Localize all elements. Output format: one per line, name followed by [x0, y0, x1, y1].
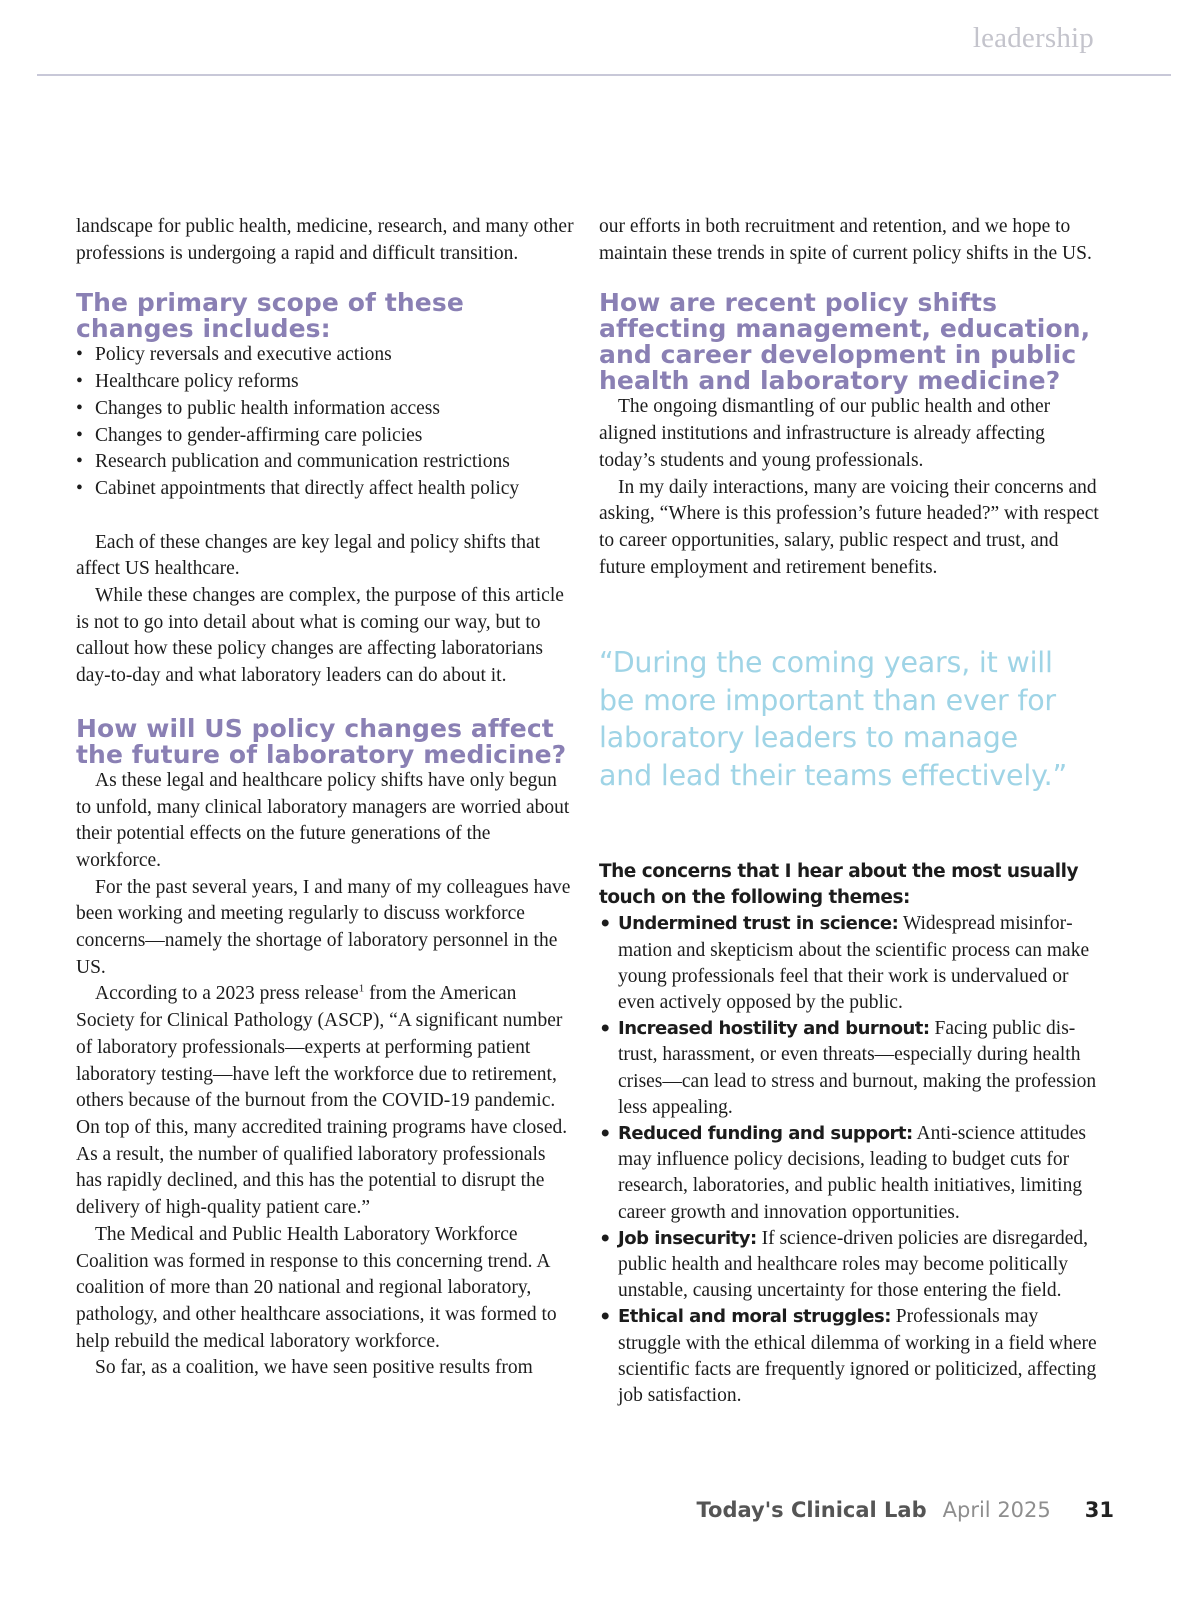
paragraph-dismantling: The ongoing dismantling of our public health and other aligned institutions and infrastructure is already affecting today’s students and young professionals.: [599, 396, 1051, 471]
bullet-icon: •: [76, 424, 83, 446]
bullet-icon: •: [76, 477, 83, 499]
list-item: [599, 1121, 1099, 1226]
scope-list: [76, 342, 574, 502]
list-item: • Policy reversals and executive actions: [76, 342, 574, 369]
theme-term: Ethical and moral struggles:: [618, 1306, 891, 1328]
list-item: • Changes to public health information access: [76, 396, 574, 423]
bullet-icon: •: [599, 1017, 612, 1041]
bullet-icon: •: [76, 451, 83, 473]
theme-text: Facing public distrust, harassment, or even threats—especially during health crises—can lead to stress and burnout, making the profession less appealing.: [618, 1018, 1097, 1118]
theme-text: Widespread misinformation and skepticism about the scientific process can make young professionals feel that their work is undervalued or even actively opposed by the public.: [618, 913, 1090, 1013]
right-column: [599, 214, 1099, 1409]
paragraph-ascp: According to a 2023 press release$^1$ from the American Society for Clinical Pathology (ASCP), “A significant number of laboratory professionals—experts at performing patient laboratory testing—have left the workforce due to retirement, others because of the burnout from the COVID-19 pandemic. On top of this, many accredited training programs have closed. As a result, the number of qualified laboratory professionals has rapidly declined, and this has the potential to disrupt the delivery of high-quality patient care.”: [76, 982, 568, 1219]
list-item: [599, 1304, 1099, 1409]
list-item: • Cabinet appointments that directly affect health policy: [76, 476, 574, 503]
page-footer: [697, 1498, 1114, 1522]
bullet-icon: •: [599, 912, 612, 936]
list-item: [599, 1226, 1099, 1305]
list-item: • Research publication and communication restrictions: [76, 449, 574, 476]
left-column: [76, 214, 574, 1382]
bullet-icon: •: [599, 1121, 612, 1145]
theme-term: Increased hostility and burnout:: [618, 1018, 930, 1040]
theme-text: Anti-science attitudes may influence policy decisions, leading to budget cuts for research, laboratories, and public health initiatives, limiting career growth and innovation opportunities.: [618, 1122, 1087, 1223]
theme-text: If science-driven policies are disregarded, public health and healthcare roles may become politically unstable, causing uncertainty for those entering the field.: [618, 1227, 1089, 1302]
paragraph-daily: In my daily interactions, many are voicing their concerns and asking, “Where is this profession’s future headed?” with respect to career opportunities, salary, public respect and trust, and future employment and retirement benefits.: [599, 476, 1099, 578]
magazine-name: Today's Clinical Lab: [696, 1498, 927, 1522]
footnote-ref: 1: [358, 982, 365, 995]
bullet-icon: •: [599, 1305, 612, 1329]
list-item: • Healthcare policy reforms: [76, 369, 574, 396]
heading-policy-shifts: How are recent policy shifts affecting management, education, and career development in public health and laboratory medicine?: [599, 288, 1091, 396]
pull-quote: “During the coming years, it will be more important than ever for laboratory leaders to manage and lead their teams effectively.”: [599, 646, 1068, 792]
list-item: [599, 1016, 1099, 1121]
paragraph-complex: While these changes are complex, the purpose of this article is not to go into detail about what is coming our way, but to callout how these policy changes are affecting laboratorians day-to-day and what laboratory leaders can do about it.: [76, 585, 564, 687]
theme-text: Professionals may struggle with the ethical dilemma of working in a field where scientific facts are frequently ignored or politicized, affecting job satisfaction.: [618, 1306, 1097, 1406]
paragraph-coalition: The Medical and Public Health Laboratory Workforce Coalition was formed in response to this concerning trend. A coalition of more than 20 national and regional laboratory, pathology, and other healthcare associations, it was formed to help rebuild the medical laboratory workforce.: [76, 1223, 557, 1352]
spacer: [76, 503, 574, 530]
paragraph-changes: Each of these changes are key legal and policy shifts that affect US healthcare.: [76, 531, 541, 580]
theme-term: Job insecurity:: [618, 1227, 757, 1249]
themes-list: [599, 911, 1099, 1409]
list-item: [599, 911, 1099, 1016]
paragraph-unfold: As these legal and healthcare policy shifts have only begun to unfold, many clinical laboratory managers are worried about their potential effects on the future generations of the workforce.: [76, 769, 570, 871]
paragraph-so-far: So far, as a coalition, we have seen positive results from: [95, 1357, 533, 1379]
section-label: leadership: [972, 22, 1094, 54]
issue-date: April 2025: [942, 1498, 1051, 1522]
bullet-icon: •: [76, 397, 83, 419]
opening-paragraph: landscape for public health, medicine, research, and many other professions is undergoing a rapid and difficult transition.: [76, 216, 574, 264]
page-number: 31: [1084, 1498, 1114, 1522]
bullet-icon: •: [599, 1226, 612, 1250]
theme-term: Undermined trust in science:: [618, 913, 899, 935]
bullet-icon: •: [76, 371, 83, 393]
list-item: • Changes to gender-affirming care policies: [76, 423, 574, 450]
header-divider: [37, 74, 1171, 76]
bullet-icon: •: [76, 344, 83, 366]
paragraph-years: For the past several years, I and many of my colleagues have been working and meeting regularly to discuss workforce concerns—namely the shortage of laboratory personnel in the US.: [76, 876, 571, 978]
heading-future: How will US policy changes affect the future of laboratory medicine?: [76, 713, 567, 769]
theme-term: Reduced funding and support:: [618, 1122, 913, 1144]
continuation-paragraph: our efforts in both recruitment and retention, and we hope to maintain these trends in spite of current policy shifts in the US.: [599, 216, 1092, 264]
heading-scope: The primary scope of these changes includes:: [76, 288, 464, 344]
themes-intro: The concerns that I hear about the most usually touch on the following themes:: [599, 861, 1079, 909]
